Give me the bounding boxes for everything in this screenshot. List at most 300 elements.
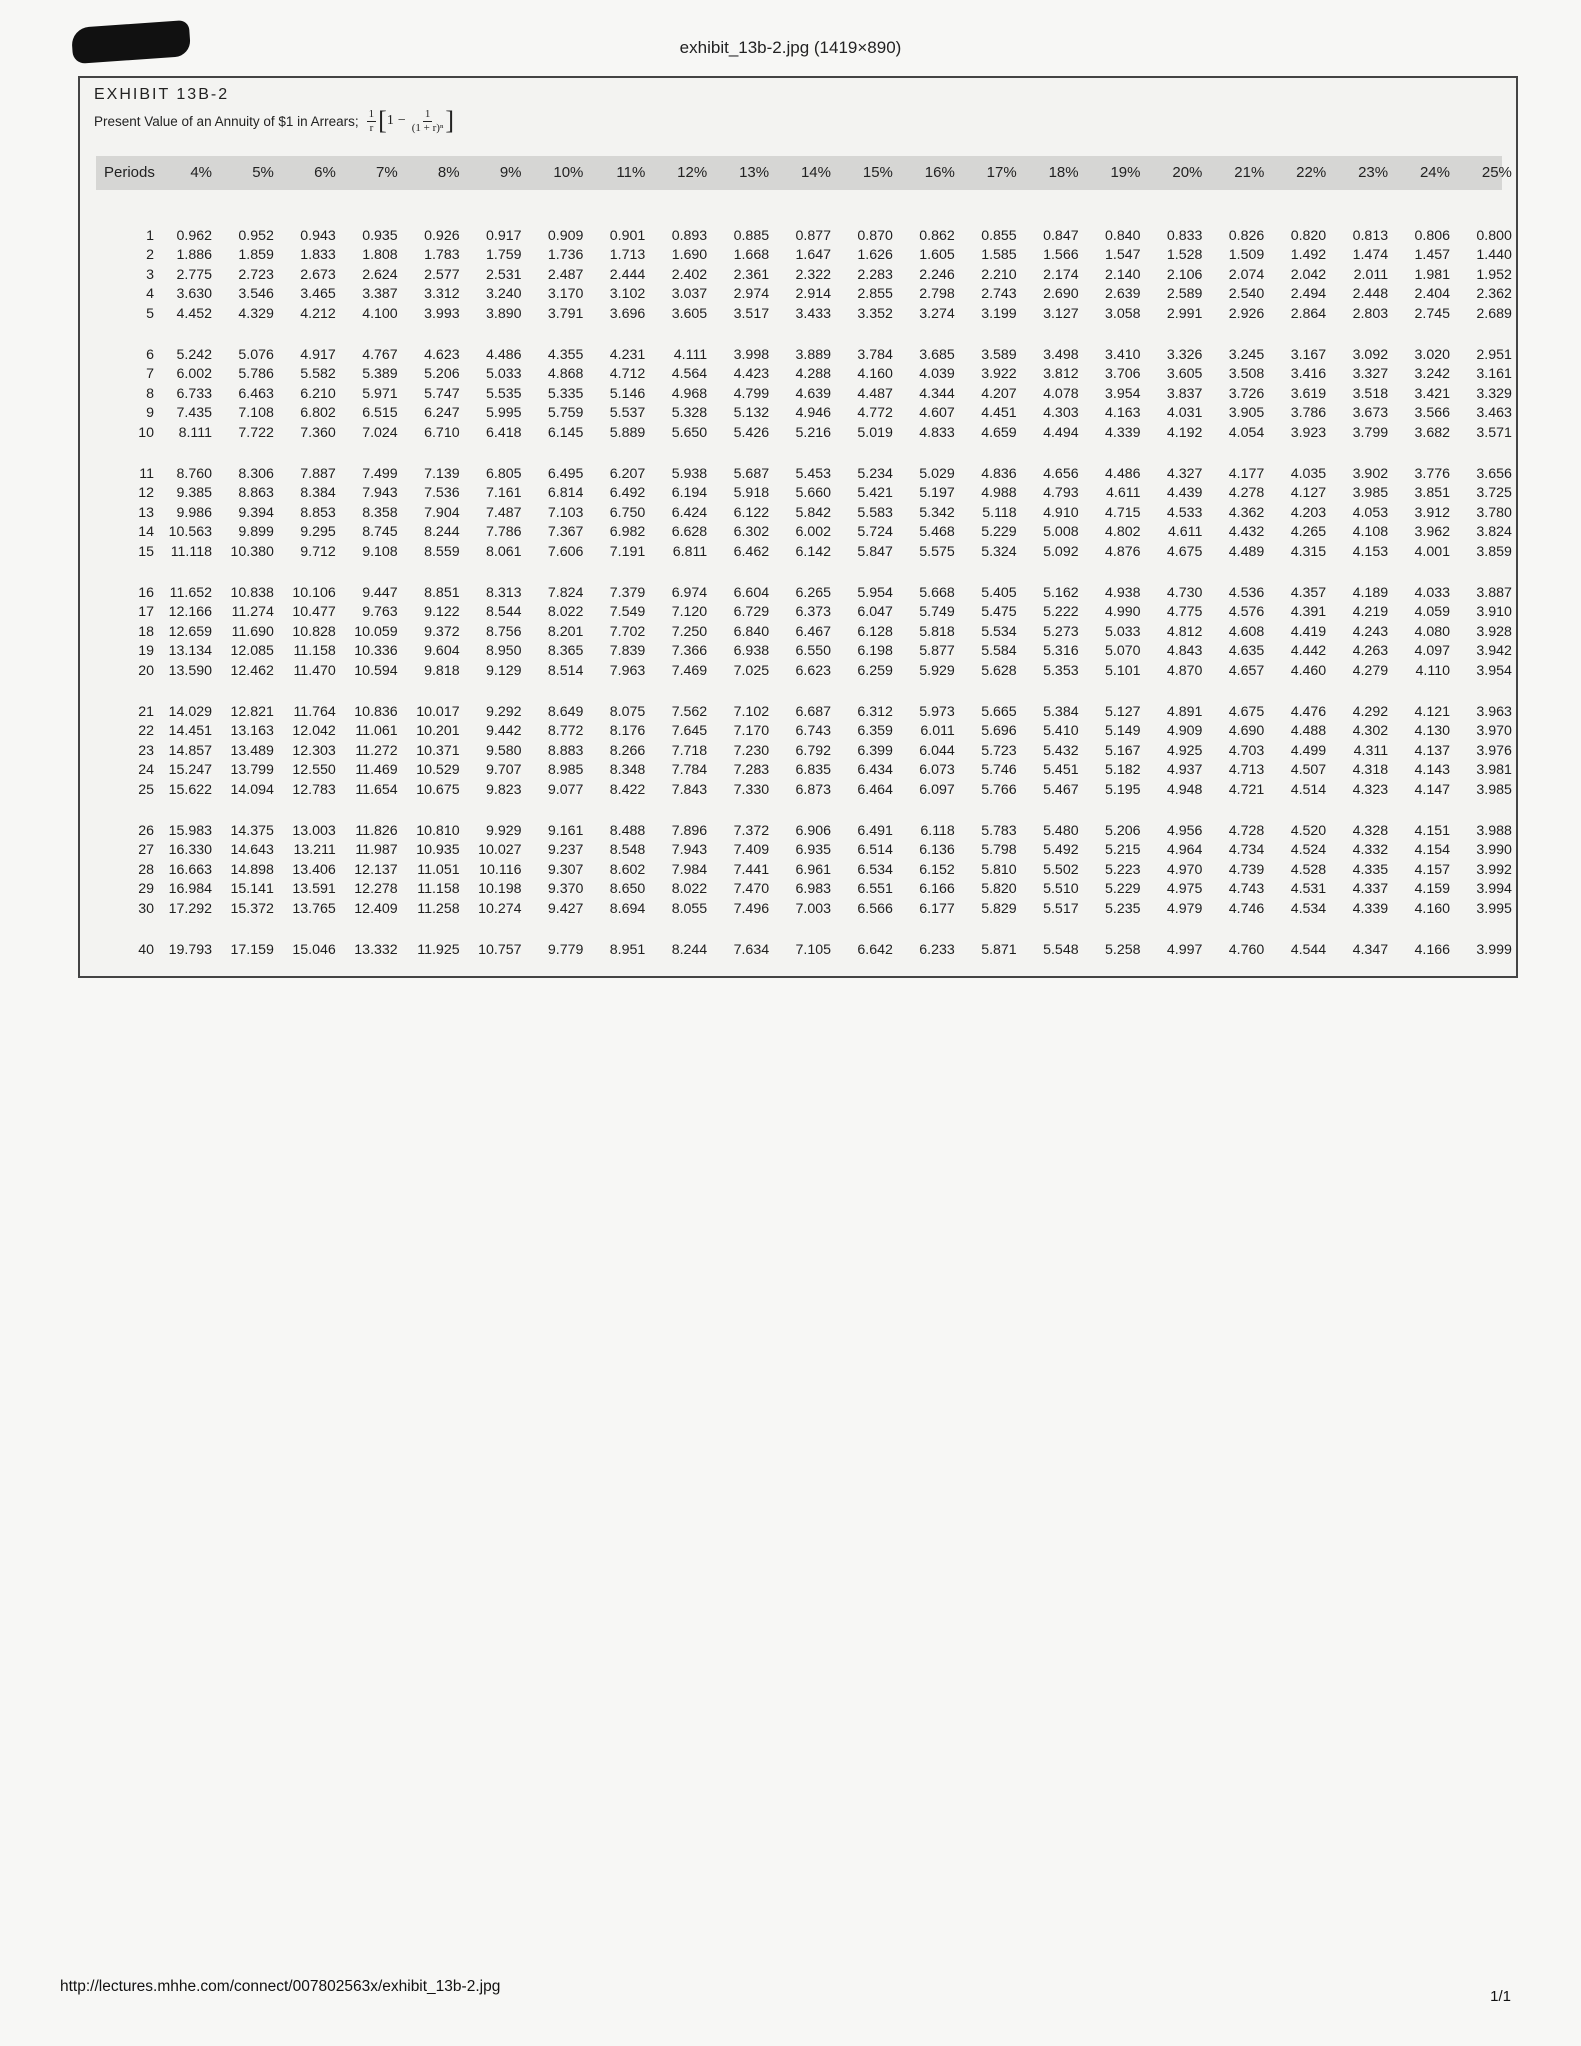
value-cell: 2.540 [1228,286,1265,303]
value-cell: 8.348 [609,762,646,779]
value-cell: 4.147 [1414,781,1450,798]
value-cell: 3.962 [1414,524,1450,541]
period-cell: 19 [138,643,154,660]
value-cell: 9.122 [424,604,460,621]
value-cell: 1.690 [671,247,708,264]
value-cell: 4.423 [733,366,770,383]
period-cell: 3 [146,266,154,283]
value-cell: 16.663 [168,861,212,878]
value-cell: 7.824 [547,585,584,601]
source-url: http://lectures.mhhe.com/connect/007802563x/exhibit_13b-2.jpg [60,1978,501,1995]
value-cell: 6.166 [919,881,955,898]
value-cell: 5.335 [547,385,584,402]
value-cell: 2.624 [362,266,398,283]
value-cell: 6.687 [795,704,831,720]
value-cell: 5.871 [981,942,1017,958]
value-cell: 15.247 [168,762,212,779]
value-cell: 5.162 [1043,585,1079,601]
value-cell: 3.387 [362,286,398,303]
value-cell: 4.100 [362,305,398,322]
value-cell: 4.635 [1228,643,1265,660]
value-cell: 7.469 [671,662,708,679]
value-cell: 3.673 [1352,405,1389,422]
value-cell: 6.514 [857,842,893,859]
value-cell: 0.840 [1104,228,1141,244]
value-cell: 10.059 [354,623,398,640]
value-cell: 3.992 [1476,861,1512,878]
period-cell: 16 [138,585,154,601]
value-cell: 2.974 [733,286,770,303]
period-cell: 21 [138,704,154,720]
value-cell: 5.328 [671,405,708,422]
value-cell: 4.219 [1352,604,1389,621]
value-cell: 3.954 [1476,662,1512,679]
value-cell: 5.197 [919,485,955,502]
value-cell: 0.952 [238,228,274,244]
value-cell: 6.418 [485,424,522,441]
value-cell: 7.984 [671,861,708,878]
value-cell: 6.729 [733,604,770,621]
value-cell: 7.230 [733,742,770,759]
value-cell: 3.988 [1476,823,1512,839]
value-cell: 8.244 [671,942,708,958]
value-cell: 4.712 [609,366,646,383]
value-cell: 6.961 [795,861,831,878]
value-cell: 4.990 [1104,604,1141,621]
value-cell: 4.302 [1352,723,1389,740]
value-cell: 14.898 [230,861,274,878]
value-cell: 3.102 [609,286,646,303]
value-cell: 4.833 [919,424,955,441]
value-cell: 8.745 [362,524,398,541]
value-cell: 6.464 [857,781,893,798]
value-cell: 6.434 [857,762,893,779]
value-cell: 7.330 [733,781,770,798]
value-cell: 8.950 [485,643,522,660]
value-cell: 10.380 [230,543,274,560]
header-rate: 8% [437,164,460,181]
value-cell: 1.566 [1043,247,1079,264]
value-cell: 3.352 [857,305,893,322]
value-cell: 9.307 [547,861,584,878]
value-cell: 0.813 [1352,228,1389,244]
value-cell: 8.851 [424,585,460,601]
value-cell: 0.877 [795,228,831,244]
value-cell: 13.765 [292,900,336,917]
value-cell: 3.725 [1476,485,1512,502]
value-cell: 5.759 [547,405,584,422]
value-cell: 5.650 [671,424,708,441]
value-cell: 4.487 [857,385,893,402]
value-cell: 4.659 [981,424,1017,441]
value-cell: 3.037 [671,286,708,303]
value-cell: 10.201 [416,723,460,740]
value-cell: 9.899 [238,524,274,541]
value-cell: 3.912 [1414,504,1450,521]
value-cell: 13.134 [168,643,212,660]
value-cell: 11.272 [355,742,398,759]
value-cell: 8.649 [547,704,584,720]
value-cell: 3.274 [919,305,955,322]
value-cell: 8.075 [609,704,646,720]
value-cell: 4.728 [1228,823,1265,839]
value-cell: 13.163 [230,723,274,740]
value-cell: 9.129 [485,662,522,679]
value-cell: 6.492 [609,485,646,502]
value-cell: 5.019 [857,424,893,441]
value-cell: 4.520 [1290,823,1327,839]
value-cell: 15.141 [230,881,274,898]
value-cell: 4.534 [1290,900,1327,917]
value-cell: 6.259 [857,662,893,679]
value-cell: 4.031 [1166,405,1203,422]
value-cell: 2.487 [547,266,584,283]
value-cell: 6.207 [609,466,646,482]
value-cell: 6.044 [919,742,955,759]
value-cell: 4.997 [1166,942,1203,958]
value-cell: 4.564 [671,366,708,383]
value-cell: 2.361 [733,266,770,283]
value-cell: 1.759 [485,247,522,264]
value-cell: 6.792 [795,742,831,759]
value-cell: 6.873 [795,781,831,798]
value-cell: 4.265 [1290,524,1327,541]
value-cell: 6.462 [733,543,770,560]
period-cell: 9 [146,405,154,422]
value-cell: 2.951 [1476,347,1512,363]
value-cell: 12.462 [230,662,274,679]
period-cell: 23 [138,742,154,759]
value-cell: 5.583 [857,504,893,521]
value-cell: 5.029 [919,466,955,482]
period-cell: 18 [138,623,154,640]
value-cell: 2.042 [1290,266,1327,283]
value-cell: 5.342 [919,504,955,521]
value-cell: 4.078 [1043,385,1079,402]
value-cell: 4.775 [1166,604,1203,621]
value-cell: 5.235 [1104,900,1141,917]
value-cell: 14.857 [168,742,212,759]
header-rate: 23% [1358,164,1389,181]
value-cell: 5.510 [1043,881,1079,898]
exhibit-caption: Present Value of an Annuity of $1 in Arrears; [94,113,359,129]
value-cell: 16.984 [168,881,212,898]
value-cell: 4.675 [1166,543,1203,560]
value-cell: 7.634 [733,942,770,958]
value-cell: 1.736 [547,247,584,264]
value-cell: 5.324 [981,543,1017,560]
value-cell: 10.336 [354,643,398,660]
header-rate: 25% [1481,164,1512,181]
value-cell: 4.528 [1290,861,1327,878]
value-cell: 3.327 [1352,366,1389,383]
value-cell: 0.943 [300,228,336,244]
value-cell: 5.453 [795,466,831,482]
value-cell: 3.824 [1476,524,1512,541]
value-cell: 6.840 [733,623,770,640]
value-cell: 3.161 [1476,366,1512,383]
value-cell: 9.580 [485,742,522,759]
value-cell: 3.410 [1104,347,1141,363]
value-cell: 13.590 [168,662,212,679]
value-cell: 1.528 [1166,247,1203,264]
value-cell: 4.432 [1228,524,1265,541]
value-cell: 5.389 [362,366,398,383]
value-cell: 11.469 [355,762,398,779]
value-cell: 8.985 [547,762,584,779]
value-cell: 12.085 [230,643,274,660]
value-cell: 3.127 [1043,305,1079,322]
value-cell: 11.470 [293,662,336,679]
value-cell: 7.409 [733,842,770,859]
value-cell: 6.194 [671,485,708,502]
value-cell: 3.993 [424,305,460,322]
value-cell: 3.498 [1043,347,1079,363]
value-cell: 7.435 [176,405,212,422]
value-cell: 2.589 [1166,286,1203,303]
value-cell: 4.327 [1166,466,1203,482]
value-cell: 7.784 [671,762,708,779]
annuity-table [96,156,1512,970]
value-cell: 5.783 [981,823,1017,839]
value-cell: 6.811 [672,543,708,560]
value-cell: 0.893 [671,228,708,244]
table-header-band [96,156,1502,190]
value-cell: 7.904 [424,504,460,521]
value-cell: 4.231 [609,347,646,363]
value-cell: 2.011 [1353,266,1389,283]
value-cell: 12.166 [168,604,212,621]
value-cell: 6.073 [919,762,955,779]
value-cell: 5.384 [1043,704,1079,720]
value-cell: 2.210 [981,266,1017,283]
value-cell: 5.995 [485,405,522,422]
value-cell: 13.489 [230,742,274,759]
value-cell: 6.463 [238,385,274,402]
value-cell: 8.863 [238,485,274,502]
value-cell: 14.451 [168,723,212,740]
value-cell: 4.243 [1352,623,1389,640]
value-cell: 5.076 [238,347,274,363]
value-cell: 6.974 [671,585,708,601]
value-cell: 10.371 [416,742,460,759]
period-cell: 2 [146,247,154,264]
page-number: 1/1 [1490,1988,1511,2005]
value-cell: 3.791 [547,305,584,322]
value-cell: 4.611 [1106,485,1141,502]
value-cell: 11.061 [355,723,398,740]
value-cell: 4.278 [1228,485,1265,502]
value-cell: 2.991 [1166,305,1203,322]
value-cell: 4.097 [1414,643,1450,660]
exhibit-label: EXHIBIT 13B-2 [94,86,230,103]
value-cell: 11.118 [170,543,212,560]
value-cell: 4.968 [671,385,708,402]
value-cell: 9.818 [424,662,460,679]
value-cell: 8.358 [362,504,398,521]
value-cell: 6.177 [919,900,955,917]
value-cell: 3.312 [424,286,460,303]
value-cell: 5.582 [300,366,336,383]
value-cell: 14.094 [230,781,274,798]
value-cell: 9.292 [485,704,522,720]
value-cell: 0.826 [1228,228,1265,244]
value-cell: 5.229 [981,524,1017,541]
value-cell: 4.476 [1290,704,1327,720]
value-cell: 2.803 [1352,305,1389,322]
value-cell: 0.962 [176,228,212,244]
value-cell: 5.480 [1043,823,1079,839]
header-periods: Periods [104,164,155,181]
value-cell: 4.715 [1104,504,1141,521]
value-cell: 3.199 [981,305,1017,322]
value-cell: 8.694 [609,900,646,917]
value-cell: 8.772 [547,723,584,740]
value-cell: 6.733 [176,385,212,402]
value-cell: 4.910 [1043,504,1079,521]
value-cell: 5.242 [176,347,212,363]
value-cell: 3.990 [1476,842,1512,859]
value-cell: 5.353 [1043,662,1079,679]
value-cell: 5.475 [981,604,1017,621]
value-cell: 7.367 [547,524,584,541]
header-rate: 13% [739,164,770,181]
value-cell: 4.739 [1228,861,1265,878]
value-cell: 4.799 [733,385,770,402]
value-cell: 5.746 [981,762,1017,779]
value-cell: 7.025 [733,662,770,679]
value-cell: 9.929 [485,823,522,839]
value-cell: 4.451 [981,405,1017,422]
header-rate: 12% [677,164,708,181]
value-cell: 4.080 [1414,623,1450,640]
value-cell: 4.703 [1228,742,1265,759]
value-cell: 6.152 [919,861,955,878]
value-cell: 4.329 [238,305,274,322]
value-cell: 13.406 [292,861,336,878]
value-cell: 9.237 [547,842,584,859]
value-cell: 10.836 [354,704,398,720]
value-cell: 7.722 [238,424,274,441]
value-cell: 3.167 [1290,347,1327,363]
value-cell: 5.215 [1104,842,1141,859]
value-cell: 9.779 [547,942,584,958]
value-cell: 8.514 [547,662,584,679]
value-cell: 4.948 [1166,781,1203,798]
value-cell: 3.706 [1104,366,1141,383]
value-cell: 5.410 [1043,723,1079,740]
value-cell: 6.983 [795,881,831,898]
value-cell: 3.508 [1228,366,1265,383]
value-cell: 4.544 [1290,942,1327,958]
value-cell: 2.914 [795,286,831,303]
value-cell: 5.421 [857,485,893,502]
value-cell: 10.106 [292,585,336,601]
value-cell: 4.127 [1290,485,1327,502]
value-cell: 5.534 [981,623,1017,640]
value-cell: 0.909 [547,228,584,244]
value-cell: 12.783 [292,781,336,798]
value-cell: 11.158 [293,643,336,660]
value-cell: 5.467 [1043,781,1079,798]
period-cell: 24 [138,762,154,779]
value-cell: 11.690 [231,623,274,640]
value-cell: 3.605 [671,305,708,322]
value-cell: 6.210 [300,385,336,402]
value-cell: 0.926 [424,228,460,244]
value-cell: 8.306 [238,466,274,482]
value-cell: 4.956 [1166,823,1203,839]
value-cell: 4.001 [1414,543,1450,560]
value-cell: 2.404 [1414,286,1450,303]
period-cell: 4 [146,286,154,303]
value-cell: 4.721 [1228,781,1265,798]
value-cell: 5.182 [1104,762,1141,779]
value-cell: 6.642 [857,942,893,958]
period-cell: 26 [138,823,154,839]
value-cell: 5.222 [1043,604,1079,621]
period-cell: 22 [138,723,154,740]
value-cell: 2.775 [176,266,212,283]
value-cell: 1.952 [1476,266,1512,283]
header-rate: 5% [252,164,274,181]
value-cell: 7.161 [485,485,522,502]
value-cell: 1.833 [300,247,336,264]
value-cell: 4.909 [1166,723,1203,740]
value-cell: 9.295 [300,524,336,541]
value-cell: 11.158 [417,881,460,898]
value-cell: 5.132 [733,405,770,422]
value-cell: 4.130 [1414,723,1450,740]
value-cell: 7.003 [795,900,831,917]
value-cell: 5.223 [1104,861,1141,878]
value-cell: 4.937 [1166,762,1203,779]
value-cell: 0.885 [733,228,770,244]
value-cell: 5.451 [1043,762,1079,779]
value-cell: 6.002 [795,524,831,541]
value-cell: 5.118 [982,504,1017,521]
value-cell: 6.805 [485,466,522,482]
value-cell: 4.925 [1166,742,1203,759]
value-cell: 4.836 [981,466,1017,482]
value-cell: 7.360 [300,424,336,441]
value-cell: 6.750 [609,504,646,521]
value-cell: 4.760 [1228,942,1265,958]
period-cell: 27 [138,842,154,859]
value-cell: 2.926 [1228,305,1265,322]
value-cell: 14.375 [230,823,274,839]
value-cell: 4.499 [1290,742,1327,759]
value-cell: 4.035 [1290,466,1327,482]
period-cell: 12 [138,485,154,502]
value-cell: 6.623 [795,662,831,679]
value-cell: 6.495 [547,466,584,482]
value-cell: 1.626 [857,247,893,264]
value-cell: 2.864 [1290,305,1327,322]
value-cell: 5.468 [919,524,955,541]
value-cell: 6.743 [795,723,831,740]
period-cell: 5 [146,305,154,322]
value-cell: 2.494 [1290,286,1327,303]
value-cell: 8.244 [424,524,460,541]
value-cell: 4.964 [1166,842,1203,859]
value-cell: 4.657 [1228,662,1265,679]
value-cell: 5.818 [919,623,955,640]
value-cell: 5.798 [981,842,1017,859]
value-cell: 3.571 [1476,424,1512,441]
value-cell: 4.362 [1228,504,1265,521]
value-cell: 15.046 [292,942,336,958]
